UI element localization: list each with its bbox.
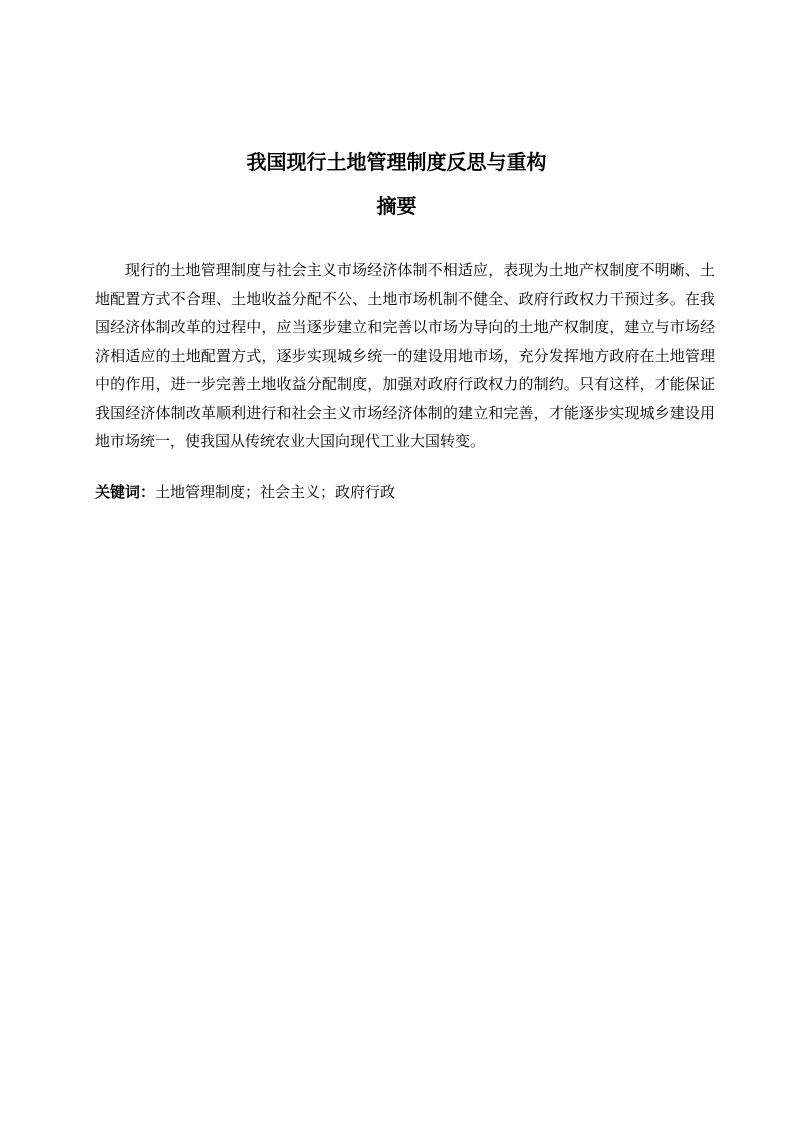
keywords-label: 关键词： — [95, 483, 156, 501]
abstract-paragraph: 现行的土地管理制度与社会主义市场经济体制不相适应，表现为土地产权制度不明晰、土地配置方式不合理、土地收益分配不公、土地市场机制不健全、政府行政权力干预过多。在我国经济体制改革的过程中，应当逐步建立和完善以市场为导向的土地产权制度，建立与市场经济相适应的土地配置方式，逐步实现城乡统一的建设用地市场，充分发挥地方政府在土地管理中的作用，进一步完善土地收益分配制度，加强对政府行政权力的制约。只有这样，才能保证我国经济体制改革顺利进行和社会主义市场经济体制的建立和完善，才能逐步实现城乡建设用地市场统一，使我国从传统农业大国向现代工业大国转变。 — [95, 261, 715, 450]
keywords-value: 土地管理制度；社会主义；政府行政 — [155, 483, 396, 501]
keywords-line — [95, 480, 715, 504]
paper-title: 我国现行土地管理制度反思与重构 — [246, 150, 547, 174]
abstract-heading: 摘要 — [376, 194, 417, 218]
